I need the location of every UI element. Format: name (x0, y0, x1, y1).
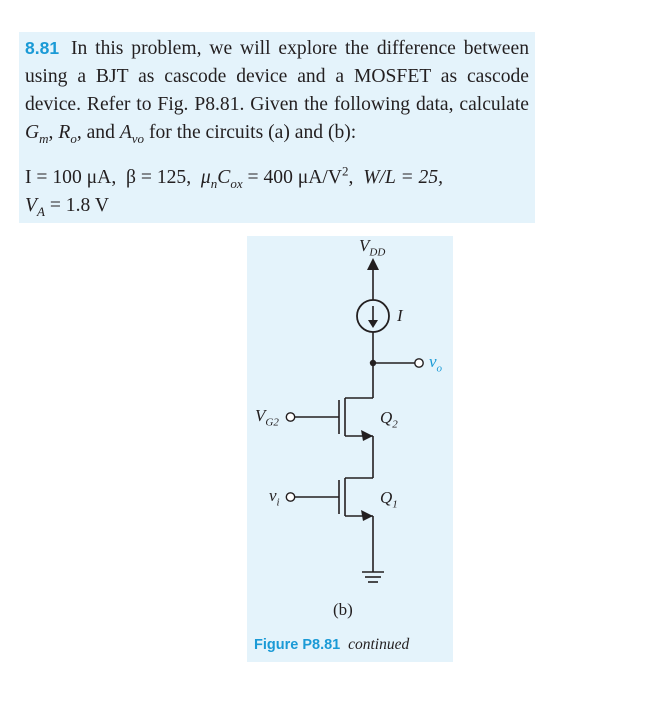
problem-statement (19, 32, 535, 223)
caption-figure-number: Figure P8.81 (254, 637, 341, 653)
avo-symbol: $A_{vo}$ (119, 122, 145, 146)
ro-symbol: $R_o$ (58, 122, 77, 146)
output-label: $v_o$ (429, 352, 443, 375)
subfigure-label: (b) (333, 600, 353, 619)
output-terminal (415, 359, 423, 367)
problem-paragraph: 8.81 In this problem, we will explore the difference between using a BJT as cascode device and a MOSFET as cascode device. Refer to Fig. P8.81. Given the following data, calculate $G_m$, $R_o$, and $A_{vo}$ for the circuits (a) and (b): (25, 38, 529, 146)
q1-label: $Q_1$ (380, 488, 398, 511)
problem-number: 8.81 (25, 38, 60, 58)
figure-caption (254, 636, 409, 654)
given-mucox-value: = 400 μA/V (247, 167, 343, 188)
given-beta: β = 125, (126, 167, 192, 188)
gm-symbol: $G_m$ (25, 122, 49, 146)
circuit-figure (247, 236, 453, 662)
mucox-exponent: 2 (342, 163, 349, 179)
vg2-terminal (286, 413, 294, 421)
given-wl: W/L = 25, (363, 167, 444, 188)
current-arrow-icon (368, 320, 378, 328)
vi-label: $v_i$ (269, 486, 280, 509)
problem-intro: In this problem, we will explore the difference between using a BJT as cascode device and a MOSFET as cascode device. Refer to Fig. P8.81. Given the following data, calculate (25, 38, 529, 115)
va-symbol: $V_A$ (25, 195, 45, 219)
and-word: , and (76, 122, 115, 143)
given-data-line-2 (25, 195, 109, 217)
caption-continued: continued (348, 636, 410, 653)
q2-source-arrow-icon (361, 430, 373, 441)
vi-terminal (286, 493, 294, 501)
given-current: I = 100 μA, (25, 167, 117, 188)
circuit-diagram (247, 236, 453, 662)
supply-label: $V_{DD}$ (359, 236, 386, 259)
supply-arrow-icon (367, 258, 379, 270)
vg2-label: $V_{G2}$ (255, 406, 279, 429)
problem-tail: for the circuits (a) and (b): (148, 122, 357, 143)
current-source-label: I (397, 306, 403, 325)
mun-symbol: $\mu_nC_{ox}$ (200, 167, 243, 191)
given-va-value: = 1.8 V (49, 195, 109, 216)
q2-label: $Q_2$ (380, 408, 398, 431)
output-node-dot (370, 360, 376, 366)
given-data-line-1: I = 100 μA, β = 125, $\mu_nC_{ox} = 400$ $\mu A/V^2$, W/L = 25, (25, 163, 444, 191)
q1-source-arrow-icon (361, 510, 373, 521)
